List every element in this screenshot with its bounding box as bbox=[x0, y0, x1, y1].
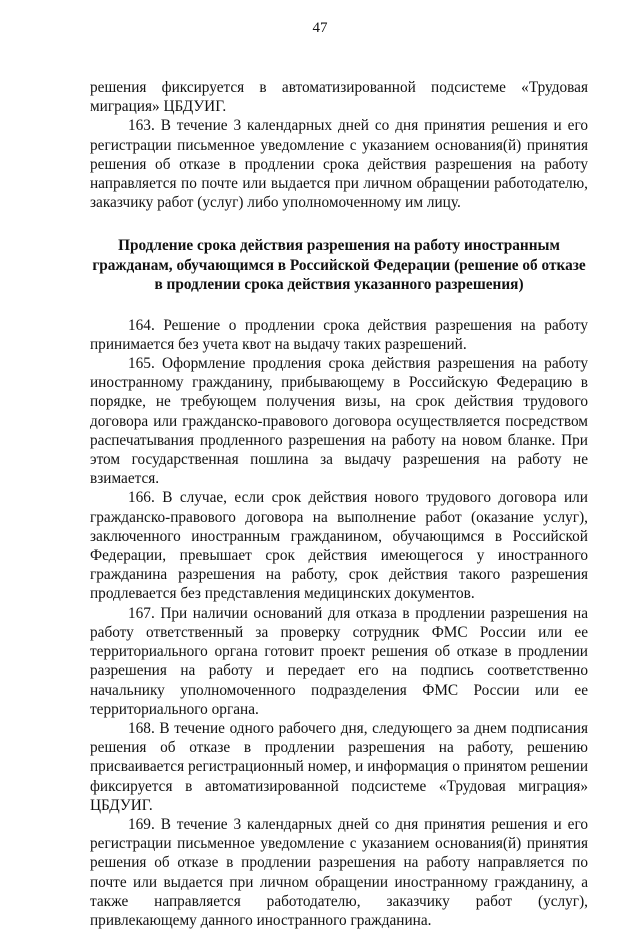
page-number: 47 bbox=[312, 20, 328, 36]
paragraph-169: 169. В течение 3 календарных дней со дня принятия решения и его регистрации письменное уведомление с указанием основания(й) принятия решения об отказе в продлении разрешения на работу направляется по почте или выдается при личном обращении иностранному гражданину, а также направляется работодателю, заказчику работ (услуг), привлекающему данного иностранного гражданина. bbox=[90, 815, 588, 929]
document-body bbox=[90, 78, 588, 930]
paragraph-163: 163. В течение 3 календарных дней со дня принятия решения и его регистрации письменное уведомление с указанием основания(й) принятия решения об отказе в продлении срока действия разрешения на работу направляется по почте или выдается при личном обращении работодателю, заказчику работ (услуг) либо уполномоченному им лицу. bbox=[90, 117, 588, 212]
paragraph-167: 167. При наличии оснований для отказа в продлении разрешения на работу ответственный за проверку сотрудник ФМС России или ее территориального органа готовит проект решения об отказе в продлении разрешения на работу и передает его на подпись соответственно начальнику уполномоченного подразделения ФМС России или ее территориального органа. bbox=[90, 604, 588, 718]
paragraph-168: 168. В течение одного рабочего дня, следующего за днем подписания решения об отказе в продлении разрешения на работу, решению присваивается регистрационный номер, и информация о принятом решении фиксируется в автоматизированной подсистеме «Трудовая миграция» ЦБДУИГ. bbox=[90, 719, 588, 814]
paragraph-continuation: решения фиксируется в автоматизированной подсистеме «Трудовая миграция» ЦБДУИГ. bbox=[90, 79, 588, 116]
paragraph-166: 166. В случае, если срок действия нового трудового договора или гражданско-правового договора на выполнение работ (оказание услуг), заключенного иностранным гражданином, обучающимся в Российской Федерации, превышает срок действия имеющегося у иностранного гражданина разрешения на работу, срок действия такого разрешения продлевается без представления медицинских документов. bbox=[90, 489, 588, 603]
paragraph-165: 165. Оформление продления срока действия разрешения на работу иностранному гражданину, прибывающему в Российскую Федерацию в порядке, не требующем получения визы, на срок действия трудового договора или гражданско-правового договора осуществляется посредством распечатывания продленного разрешения на работу на новом бланке. При этом государственная пошлина за выдачу разрешения на работу не взимается. bbox=[90, 355, 588, 488]
paragraph-164: 164. Решение о продлении срока действия разрешения на работу принимается без учета квот на выдачу таких разрешений. bbox=[90, 316, 588, 353]
section-heading: Продление срока действия разрешения на работу иностранным гражданам, обучающимся в Российской Федерации (решение об отказе в продлении срока действия указанного разрешения) bbox=[92, 237, 586, 294]
